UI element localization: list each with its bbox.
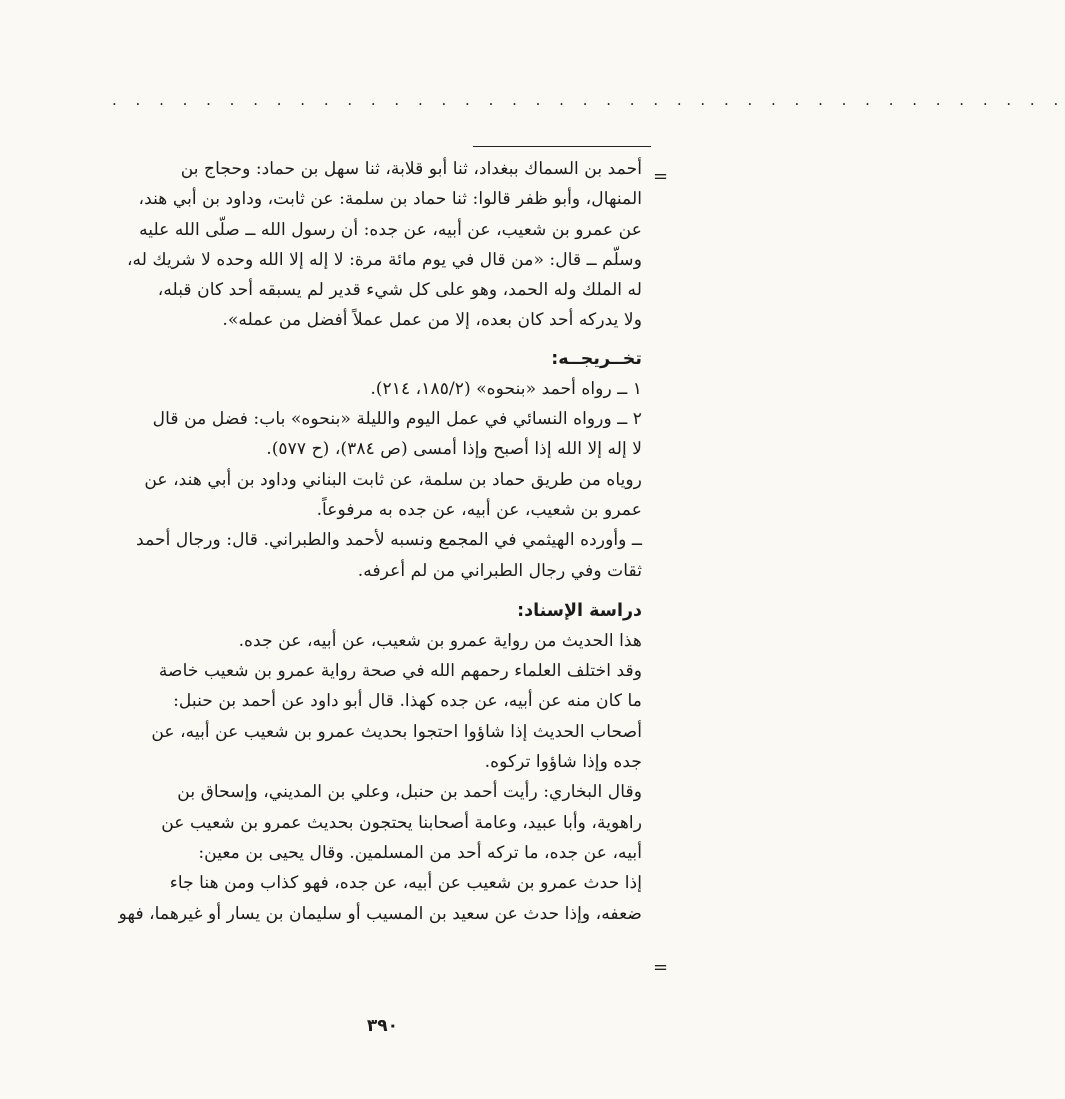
continuation-mark-top: = (653, 166, 669, 187)
text-line: وسلّم ــ قال: «من قال في يوم مائة مرة: لا إله إلا الله وحده لا شريك له، (127, 249, 642, 270)
text-line: عمرو بن شعيب، عن أبيه، عن جده به مرفوعاً. (316, 499, 642, 520)
footnote-rule (473, 146, 651, 147)
continued-narration (102, 154, 642, 336)
text-line: لا إله إلا الله إذا أصبح وإذا أمسى (ص ٣٨٤)، (ح ٥٧٧). (266, 439, 642, 460)
dotted-separator: · · · · · · · · · · · · · · · · · · · · · · · · · · · · · · · · · · · · · · · · · (112, 95, 1065, 113)
text-line: المنهال، وأبو ظفر قالوا: ثنا حماد بن سلمة: عن ثابت، وداود بن أبي هند، (138, 189, 642, 210)
text-line: ــ وأورده الهيثمي في المجمع ونسبه لأحمد والطبراني. قال: ورجال أحمد (136, 530, 642, 551)
takhrij-section (102, 344, 642, 586)
takhrij-heading: تخــريجــه: (551, 348, 642, 369)
page-number: ٣٩٠ (366, 1016, 399, 1036)
text-line: جده وإذا شاؤوا تركوه. (484, 752, 642, 773)
isnad-heading: دراسة الإسناد: (517, 600, 642, 621)
text-line: وقال البخاري: رأيت أحمد بن حنبل، وعلي بن المديني، وإسحاق بن (177, 782, 642, 803)
text-line: ضعفه، وإذا حدث عن سعيد بن المسيب أو سليمان بن يسار أو غيرهما، فهو (118, 903, 642, 924)
continuation-mark-bottom: = (653, 957, 669, 978)
text-line: أصحاب الحديث إذا شاؤوا احتجوا بحديث عمرو بن شعيب عن أبيه، عن (151, 721, 642, 742)
text-line: ٢ ــ ورواه النسائي في عمل اليوم والليلة «بنحوه» باب: فضل من قال (152, 409, 642, 430)
text-line: ولا يدركه أحد كان بعده، إلا من عمل عملاً أفضل من عمله». (222, 310, 642, 331)
text-line: ما كان منه عن أبيه، عن جده كهذا. قال أبو داود عن أحمد بن حنبل: (173, 691, 642, 712)
text-line: له الملك وله الحمد، وهو على كل شيء قدير لم يسبقه أحد كان قبله، (157, 280, 642, 301)
text-line: إذا حدث عمرو بن شعيب عن أبيه، عن جده، فهو كذاب ومن هنا جاء (169, 873, 642, 894)
text-line: وقد اختلف العلماء رحمهم الله في صحة رواية عمرو بن شعيب خاصة (158, 661, 642, 682)
text-line: أحمد بن السماك ببغداد، ثنا أبو قلابة، ثنا سهل بن حماد: وحجاج بن (180, 159, 642, 179)
isnad-section (102, 596, 642, 929)
text-line: ١ ــ رواه أحمد «بنحوه» (١٨٥/٢، ٢١٤). (370, 378, 642, 399)
text-line: أبيه، عن جده، ما تركه أحد من المسلمين. وقال يحيى بن معين: (198, 842, 642, 863)
page-body (102, 154, 642, 929)
text-line: راهوية، وأبا عبيد، وعامة أصحابنا يحتجون بحديث عمرو بن شعيب عن (161, 812, 642, 833)
text-line: روياه من طريق حماد بن سلمة، عن ثابت البناني وداود بن أبي هند، عن (144, 469, 642, 490)
text-line: هذا الحديث من رواية عمرو بن شعيب، عن أبيه، عن جده. (238, 630, 642, 651)
text-line: عن عمرو بن شعيب، عن أبيه، عن جده: أن رسول الله ــ صلّى الله عليه (139, 219, 642, 240)
text-line: ثقات وفي رجال الطبراني من لم أعرفه. (357, 560, 642, 581)
